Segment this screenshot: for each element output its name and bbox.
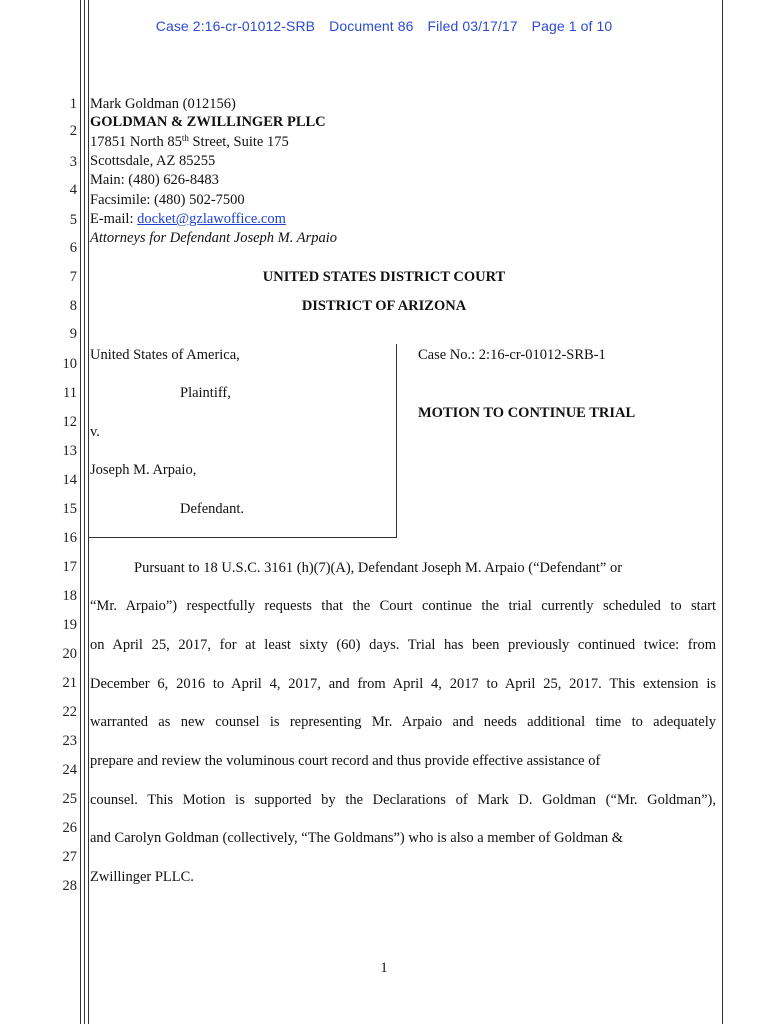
defendant-role: Defendant. — [180, 501, 245, 517]
line-number: 15 — [62, 501, 77, 517]
line-number: 21 — [62, 675, 77, 691]
header-document: Document 86 — [329, 18, 414, 34]
line-number: 19 — [62, 617, 77, 633]
line-number: 5 — [69, 212, 77, 228]
line-number: 27 — [62, 849, 77, 865]
body-line: “Mr. Arpaio”) respectfully requests that the Court continue the trial currently scheduled to start — [90, 598, 716, 614]
header-case: Case 2:16-cr-01012-SRB — [155, 18, 316, 34]
line-number: 17 — [62, 559, 77, 575]
email-label: E-mail: — [90, 211, 138, 227]
line-number: 13 — [62, 443, 77, 459]
counsel-address — [90, 134, 289, 150]
counsel-city: Scottsdale, AZ 85255 — [90, 153, 216, 169]
line-number: 20 — [62, 646, 77, 662]
counsel-name: Mark Goldman (012156) — [90, 96, 236, 112]
body-line: counsel. This Motion is supported by the Declarations of Mark D. Goldman (“Mr. Goldman”), — [90, 792, 716, 808]
line-number: 22 — [62, 704, 77, 720]
body-line: warranted as new counsel is representing Mr. Arpaio and needs additional time to adequately — [90, 714, 716, 730]
line-number: 11 — [63, 385, 77, 401]
counsel-fax: Facsimile: (480) 502-7500 — [90, 192, 245, 208]
header-filed: Filed 03/17/17 — [427, 18, 518, 34]
body-line: Pursuant to 18 U.S.C. 3161 (h)(7)(A), Defendant Joseph M. Arpaio (“Defendant” or — [134, 560, 623, 576]
body-line: and Carolyn Goldman (collectively, “The Goldmans”) who is also a member of Goldman & — [90, 830, 624, 846]
attorneys-for: Attorneys for Defendant Joseph M. Arpaio — [90, 230, 338, 246]
line-number: 3 — [69, 154, 77, 170]
body-line: Zwillinger PLLC. — [90, 869, 194, 885]
address-ordinal-suffix: th — [181, 133, 189, 143]
counsel-firm: GOLDMAN & ZWILLINGER PLLC — [90, 114, 326, 130]
court-name: UNITED STATES DISTRICT COURT — [262, 269, 506, 285]
left-margin-rule — [80, 0, 81, 1024]
line-number: 14 — [62, 472, 77, 488]
body-line: prepare and review the voluminous court record and thus provide effective assistance of — [90, 753, 601, 769]
body-line: on April 25, 2017, for at least sixty (60) days. Trial has been previously continued twice: from — [90, 637, 716, 653]
right-margin-rule — [722, 0, 723, 1024]
address-street-rest: Street, Suite 175 — [188, 134, 289, 150]
header-page: Page 1 of 10 — [531, 18, 613, 34]
line-number: 24 — [62, 762, 77, 778]
court-district: DISTRICT OF ARIZONA — [301, 298, 467, 314]
caption-divider-vertical — [396, 344, 397, 538]
filing-header — [0, 18, 768, 34]
motion-title: MOTION TO CONTINUE TRIAL — [418, 405, 636, 421]
page-number: 1 — [380, 960, 388, 976]
line-number: 7 — [69, 269, 77, 285]
left-margin-rule-inner — [84, 0, 85, 1024]
line-number: 6 — [69, 240, 77, 256]
line-number: 23 — [62, 733, 77, 749]
line-number: 25 — [62, 791, 77, 807]
line-number: 1 — [69, 96, 77, 112]
counsel-main-phone: Main: (480) 626-8483 — [90, 172, 219, 188]
left-margin-rule-text — [88, 0, 89, 1024]
address-street-number: 17851 North 85 — [90, 134, 182, 150]
line-number: 8 — [69, 298, 77, 314]
plaintiff-role: Plaintiff, — [180, 385, 231, 401]
line-number: 18 — [62, 588, 77, 604]
line-number: 9 — [69, 326, 77, 342]
line-number: 16 — [62, 530, 77, 546]
defendant-name: Joseph M. Arpaio, — [90, 462, 197, 478]
line-number: 2 — [69, 123, 77, 139]
line-number: 10 — [62, 356, 77, 372]
line-number: 26 — [62, 820, 77, 836]
versus: v. — [90, 424, 100, 440]
line-number: 4 — [69, 182, 77, 198]
line-number: 12 — [62, 414, 77, 430]
case-number: Case No.: 2:16-cr-01012-SRB-1 — [418, 347, 606, 363]
line-number: 28 — [62, 878, 77, 894]
email-link[interactable]: docket@gzlawoffice.com — [137, 211, 286, 227]
caption-divider-horizontal — [88, 537, 397, 538]
plaintiff-name: United States of America, — [90, 347, 240, 363]
body-line: December 6, 2016 to April 4, 2017, and from April 4, 2017 to April 25, 2017. This extension is — [90, 676, 716, 692]
counsel-email-line — [90, 211, 286, 227]
